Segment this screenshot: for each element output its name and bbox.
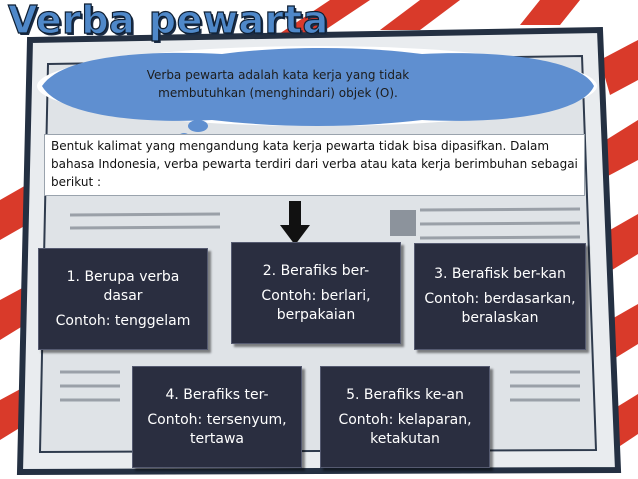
category-title: 4. Berafiks ter-: [165, 386, 269, 403]
category-box-1: [38, 248, 208, 350]
category-title: 3. Berafisk ber-kan: [434, 266, 566, 282]
category-example: Contoh: tenggelam: [55, 312, 191, 329]
category-box-5: [320, 366, 490, 468]
page-title: Verba pewarta: [8, 0, 329, 42]
down-arrow-icon: [280, 201, 310, 245]
category-box-2: [231, 242, 401, 344]
category-example: Contoh: kelaparan, ketakutan: [338, 411, 472, 447]
category-title: 5. Berafiks ke-an: [346, 386, 464, 403]
intro-text-box: Bentuk kalimat yang mengandung kata kerja pewarta tidak bisa dipasifkan. Dalam bahasa Indonesia, verba pewarta terdiri dari verba atau kata kerja berimbuhan sebagai berikut :: [44, 134, 585, 196]
category-title: 2. Berafiks ber-: [262, 262, 370, 279]
category-example: Contoh: berlari, berpakaian: [261, 287, 371, 323]
category-example: Contoh: tersenyum, tertawa: [147, 411, 287, 447]
category-title: 1. Berupa verba dasar: [66, 268, 180, 304]
category-box-4: [132, 366, 302, 468]
category-box-3: [414, 243, 586, 350]
category-example: Contoh: berdasarkan, beralaskan: [424, 291, 576, 326]
newspaper-photo-block: [390, 210, 416, 236]
definition-text: Verba pewarta adalah kata kerja yang tidak membutuhkan (menghindari) objek (O).: [146, 68, 410, 100]
